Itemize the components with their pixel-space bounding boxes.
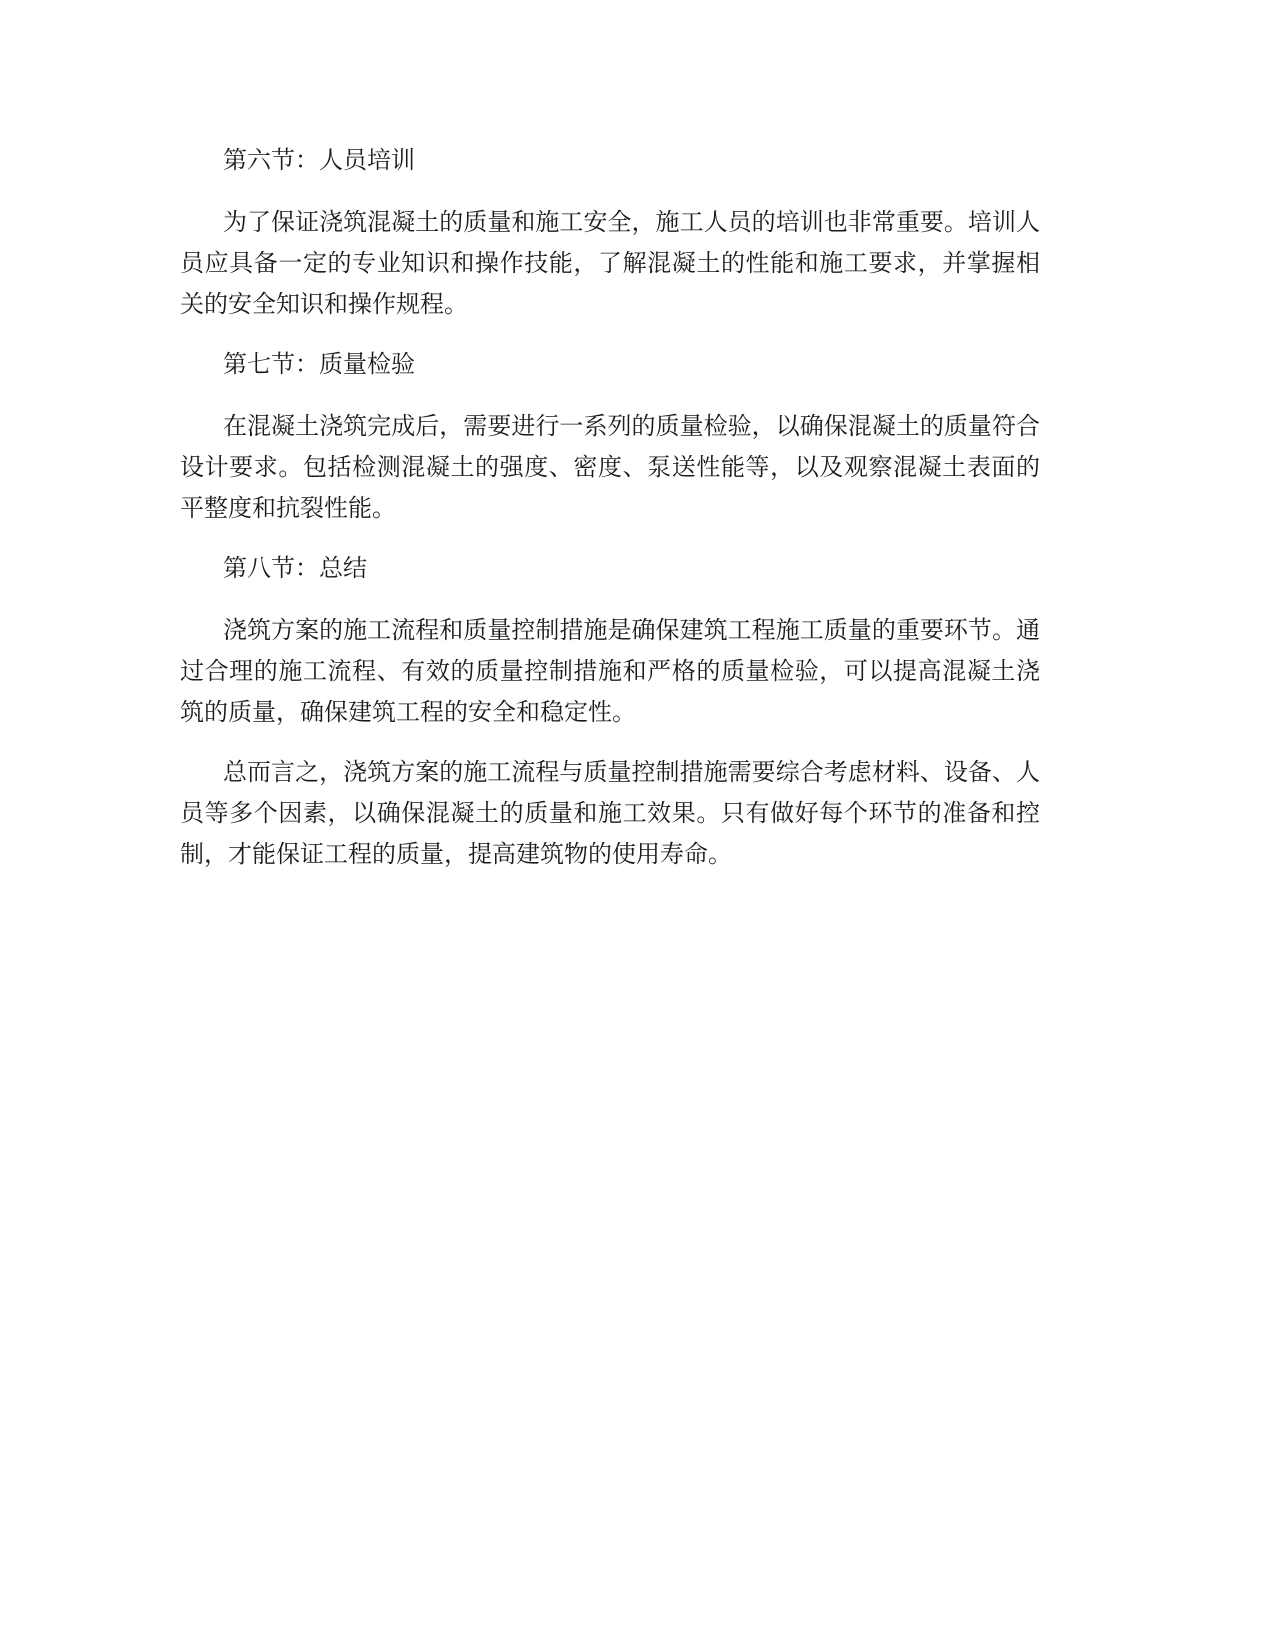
section-heading-8: 第八节：总结 <box>223 554 367 582</box>
section-heading-6: 第六节：人员培训 <box>223 146 415 174</box>
conclusion-paragraph: 总而言之，浇筑方案的施工流程与质量控制措施需要综合考虑材料、设备、人员等多个因素，以确保混凝土的质量和施工效果。只有做好每个环节的准备和控制，才能保证工程的质量，提高建筑物的使用寿命。 <box>180 758 1040 868</box>
document-page <box>180 140 1040 894</box>
section-heading-7: 第七节：质量检验 <box>223 350 415 378</box>
section-body-7: 在混凝土浇筑完成后，需要进行一系列的质量检验，以确保混凝土的质量符合设计要求。包括检测混凝土的强度、密度、泵送性能等，以及观察混凝土表面的平整度和抗裂性能。 <box>180 412 1040 522</box>
section-body-6: 为了保证浇筑混凝土的质量和施工安全，施工人员的培训也非常重要。培训人员应具备一定的专业知识和操作技能，了解混凝土的性能和施工要求，并掌握相关的安全知识和操作规程。 <box>180 208 1040 318</box>
section-body-8: 浇筑方案的施工流程和质量控制措施是确保建筑工程施工质量的重要环节。通过合理的施工流程、有效的质量控制措施和严格的质量检验，可以提高混凝土浇筑的质量，确保建筑工程的安全和稳定性。 <box>180 616 1040 726</box>
